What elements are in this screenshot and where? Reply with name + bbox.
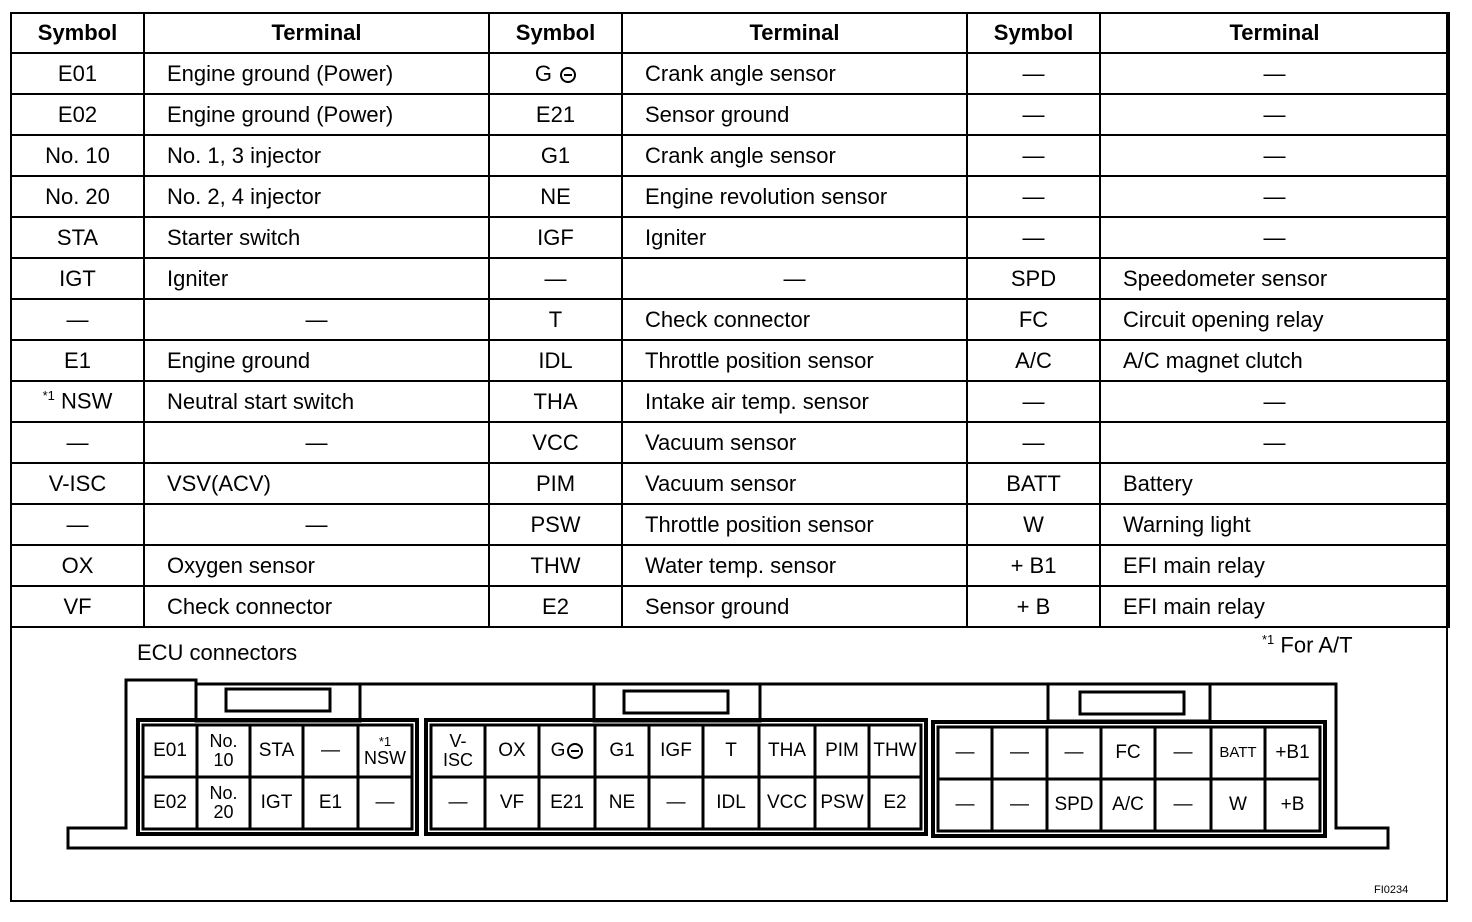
symbol-cell: E02	[11, 94, 144, 135]
terminal-cell: —	[1100, 422, 1449, 463]
symbol-cell: —	[11, 422, 144, 463]
terminal-cell: No. 1, 3 injector	[144, 135, 489, 176]
ecu-connectors-title: ECU connectors	[137, 640, 298, 665]
symbol-cell: VF	[11, 586, 144, 627]
pin-label: *1 NSW	[364, 733, 406, 768]
circle-minus-icon	[567, 743, 583, 759]
pin-label: V- ISC	[442, 731, 473, 770]
terminal-cell: Intake air temp. sensor	[622, 381, 967, 422]
pin-label: —	[955, 742, 975, 763]
pin-label: OX	[498, 740, 526, 761]
symbol-cell: —	[489, 258, 622, 299]
symbol-cell: IDL	[489, 340, 622, 381]
terminal-cell: Engine ground	[144, 340, 489, 381]
terminal-cell: Oxygen sensor	[144, 545, 489, 586]
terminal-cell: Check connector	[144, 586, 489, 627]
pin-label: —	[1010, 794, 1029, 815]
terminal-cell: Crank angle sensor	[622, 135, 967, 176]
pin-label: T	[725, 740, 737, 761]
header-symbol-1: Symbol	[11, 13, 144, 53]
terminal-cell: —	[144, 504, 489, 545]
terminal-cell: VSV(ACV)	[144, 463, 489, 504]
header-symbol-3: Symbol	[967, 13, 1100, 53]
symbol-cell: BATT	[967, 463, 1100, 504]
footnote-mark: *1	[1262, 632, 1275, 647]
terminal-cell: A/C magnet clutch	[1100, 340, 1449, 381]
pin-label: +B	[1280, 794, 1305, 815]
symbol-cell: No. 20	[11, 176, 144, 217]
pin-label: —	[1173, 794, 1193, 815]
pin-label: VF	[499, 792, 525, 813]
symbol-cell: —	[967, 422, 1100, 463]
symbol-cell: —	[967, 217, 1100, 258]
symbol-cell: THW	[489, 545, 622, 586]
pin-label: —	[1064, 742, 1084, 763]
pin-label: PSW	[820, 792, 864, 813]
terminal-cell: —	[1100, 381, 1449, 422]
terminal-cell: No. 2, 4 injector	[144, 176, 489, 217]
pin-label: A/C	[1112, 794, 1144, 815]
terminal-cell: Igniter	[144, 258, 489, 299]
pin-label: THA	[768, 740, 806, 761]
pin-label: No. 10	[209, 731, 238, 770]
pin-label: E21	[550, 792, 584, 813]
terminal-cell: Neutral start switch	[144, 381, 489, 422]
terminal-cell: Engine ground (Power)	[144, 94, 489, 135]
symbol-cell: $^{*1}$ NSW	[11, 381, 144, 422]
symbol-cell: SPD	[967, 258, 1100, 299]
symbol-cell: —	[967, 94, 1100, 135]
terminal-cell: Starter switch	[144, 217, 489, 258]
symbol-cell: G1	[489, 135, 622, 176]
terminal-cell: Warning light	[1100, 504, 1449, 545]
symbol-cell: E01	[11, 53, 144, 94]
symbol-cell: + B	[967, 586, 1100, 627]
symbol-cell: OX	[11, 545, 144, 586]
symbol-cell: No. 10	[11, 135, 144, 176]
terminal-cell: Circuit opening relay	[1100, 299, 1449, 340]
terminal-cell: —	[1100, 135, 1449, 176]
pin-label: —	[955, 794, 975, 815]
pin-label: STA	[258, 740, 295, 761]
symbol-cell: T	[489, 299, 622, 340]
pin-label: +B1	[1275, 742, 1310, 763]
pin-label: —	[321, 740, 340, 761]
symbol-cell: STA	[11, 217, 144, 258]
terminal-cell: Vacuum sensor	[622, 422, 967, 463]
terminal-cell: —	[144, 299, 489, 340]
figure-id: FI0234	[1374, 884, 1409, 896]
pin-label: E2	[883, 792, 907, 813]
footnote-text: For A/T	[1280, 632, 1353, 658]
terminal-cell: Throttle position sensor	[622, 504, 967, 545]
pin-label: SPD	[1054, 794, 1094, 815]
pin-label: G1	[609, 740, 635, 761]
header-symbol-2: Symbol	[489, 13, 622, 53]
terminal-cell: Water temp. sensor	[622, 545, 967, 586]
latch-window	[624, 691, 728, 713]
terminal-cell: Crank angle sensor	[622, 53, 967, 94]
terminal-cell: Engine ground (Power)	[144, 53, 489, 94]
pin-label: E01	[153, 740, 187, 761]
pin-label: THW	[873, 740, 917, 761]
pin-label: VCC	[766, 792, 808, 813]
terminal-cell: Throttle position sensor	[622, 340, 967, 381]
latch-window	[226, 689, 330, 711]
terminal-cell: —	[144, 422, 489, 463]
header-terminal-3: Terminal	[1100, 13, 1449, 53]
header-terminal-2: Terminal	[622, 13, 967, 53]
symbol-cell: NE	[489, 176, 622, 217]
terminal-cell: Sensor ground	[622, 586, 967, 627]
pin-label: —	[1173, 742, 1193, 763]
header-terminal-1: Terminal	[144, 13, 489, 53]
terminal-cell: EFI main relay	[1100, 586, 1449, 627]
symbol-cell: + B1	[967, 545, 1100, 586]
pin-label: E02	[153, 792, 187, 813]
symbol-cell: IGT	[11, 258, 144, 299]
symbol-cell: THA	[489, 381, 622, 422]
pin-label: W	[1229, 794, 1247, 815]
terminal-cell: Check connector	[622, 299, 967, 340]
terminal-cell: —	[1100, 217, 1449, 258]
symbol-cell: —	[967, 176, 1100, 217]
symbol-cell: FC	[967, 299, 1100, 340]
symbol-cell: PSW	[489, 504, 622, 545]
pin-label: FC	[1115, 742, 1141, 763]
symbol-cell: V-ISC	[11, 463, 144, 504]
symbol-cell: W	[967, 504, 1100, 545]
symbol-cell: IGF	[489, 217, 622, 258]
pin-label: G	[539, 725, 595, 777]
pin-label: IGF	[660, 740, 692, 761]
pin-label: NE	[608, 792, 636, 813]
terminal-cell: EFI main relay	[1100, 545, 1449, 586]
terminal-cell: —	[622, 258, 967, 299]
terminal-cell: Vacuum sensor	[622, 463, 967, 504]
symbol-cell: —	[967, 135, 1100, 176]
pin-label: No. 20	[209, 783, 238, 822]
terminal-cell: Speedometer sensor	[1100, 258, 1449, 299]
symbol-cell: G	[489, 53, 622, 94]
symbol-cell: PIM	[489, 463, 622, 504]
terminal-cell: —	[1100, 53, 1449, 94]
footnote-mark: *1	[42, 388, 55, 404]
terminal-cell: Sensor ground	[622, 94, 967, 135]
symbol-cell: —	[967, 381, 1100, 422]
latch-window	[1080, 692, 1184, 714]
pin-label: IDL	[716, 792, 746, 813]
terminal-cell: Engine revolution sensor	[622, 176, 967, 217]
symbol-cell: —	[967, 53, 1100, 94]
pin-label: E1	[318, 792, 343, 813]
pin-label: —	[375, 792, 395, 813]
terminal-cell: —	[1100, 94, 1449, 135]
pin-label: IGT	[260, 792, 293, 813]
pin-label: BATT	[1219, 744, 1257, 761]
symbol-cell: E2	[489, 586, 622, 627]
terminal-cell: Battery	[1100, 463, 1449, 504]
terminal-cell: —	[1100, 176, 1449, 217]
footnote-mark: *1	[378, 733, 392, 749]
terminal-cell: Igniter	[622, 217, 967, 258]
symbol-cell: E1	[11, 340, 144, 381]
symbol-cell: —	[11, 504, 144, 545]
symbol-cell: —	[11, 299, 144, 340]
symbol-cell: VCC	[489, 422, 622, 463]
symbol-cell: E21	[489, 94, 622, 135]
pin-label: —	[666, 792, 686, 813]
pin-label: —	[1010, 742, 1029, 763]
pin-label: —	[448, 792, 468, 813]
symbol-cell: A/C	[967, 340, 1100, 381]
pin-label: PIM	[825, 740, 859, 761]
